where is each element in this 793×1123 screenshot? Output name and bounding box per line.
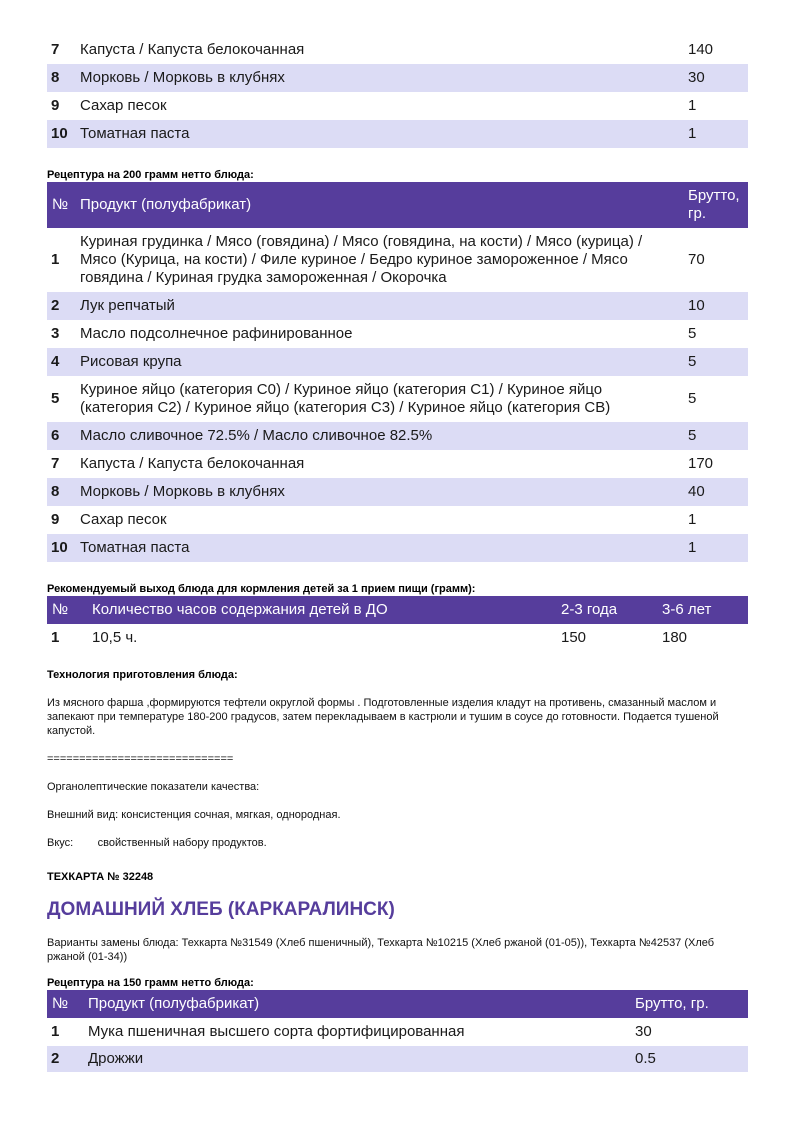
- hours-cell: 10,5 ч.: [92, 629, 138, 646]
- techcard-number: ТЕХКАРТА № 32248: [47, 871, 154, 883]
- recipe-150-label: Рецептура на 150 грамм нетто блюда:: [47, 977, 254, 989]
- product-cell: Дрожжи: [83, 1046, 630, 1072]
- table-row: [47, 348, 748, 376]
- dish-title: ДОМАШНИЙ ХЛЕБ (КАРКАРАЛИНСК): [47, 899, 395, 920]
- row-number: 1: [51, 1023, 60, 1040]
- appearance-text: Внешний вид: консистенция сочная, мягкая, однородная.: [47, 809, 341, 821]
- brutto-cell: 5: [683, 422, 748, 450]
- replacement-variants: Варианты замены блюда: Техкарта №31549 (Хлеб пшеничный), Техкарта №10215 (Хлеб ржаной (01-05)), Техкарта №42537 (Хлеб ржаной (01-34)): [47, 937, 715, 963]
- table-row: [47, 624, 748, 652]
- product-cell: Сахар песок: [80, 97, 167, 114]
- brutto-cell: 1: [683, 534, 748, 562]
- table-row: [47, 228, 748, 292]
- separator-line: =============================: [47, 753, 234, 765]
- table-header-row: [47, 596, 748, 624]
- product-cell: Масло подсолнечное рафинированное: [80, 325, 353, 342]
- table-header-row: [47, 990, 748, 1018]
- organoleptic-heading: Органолептические показатели качества:: [47, 781, 260, 793]
- row-number: 6: [47, 422, 75, 450]
- recipe-150-table: [47, 990, 748, 1072]
- header-brutto: Брутто, гр.: [683, 182, 748, 228]
- taste-text: Вкус: свойственный набору продуктов.: [47, 837, 267, 849]
- table-row: [47, 92, 748, 120]
- recipe-table-continued: [47, 36, 748, 148]
- product-cell: Масло сливочное 72.5% / Масло сливочное 82.5%: [75, 422, 683, 450]
- technology-label: Технология приготовления блюда:: [47, 669, 238, 681]
- row-number: 10: [47, 120, 75, 148]
- product-cell: Морковь / Морковь в клубнях: [75, 64, 683, 92]
- product-cell: Томатная паста: [75, 534, 683, 562]
- product-cell: Капуста / Капуста белокочанная: [80, 455, 305, 472]
- brutto-cell: 30: [683, 64, 748, 92]
- product-cell: Сахар песок: [80, 511, 167, 528]
- header-age-3-6: 3-6 лет: [657, 596, 748, 624]
- table-row: [47, 450, 748, 478]
- product-cell: Лук репчатый: [75, 292, 683, 320]
- output-label: Рекомендуемый выход блюда для кормления детей за 1 прием пищи (грамм):: [47, 583, 476, 595]
- row-number: 3: [51, 325, 60, 342]
- product-cell: Куриное яйцо (категория С0) / Куриное яйцо (категория С1) / Куриное яйцо (категория С2) / Куриное яйцо (категория С3) / Куриное яйцо (категория СВ): [80, 381, 611, 416]
- row-number: 5: [51, 390, 60, 407]
- product-cell: Морковь / Морковь в клубнях: [75, 478, 683, 506]
- header-hours: Количество часов содержания детей в ДО: [87, 596, 556, 624]
- header-product: Продукт (полуфабрикат): [83, 990, 630, 1018]
- recipe-200-table: [47, 182, 748, 562]
- row-number: 4: [47, 348, 75, 376]
- header-age-2-3: 2-3 года: [556, 596, 657, 624]
- brutto-cell: 40: [683, 478, 748, 506]
- row-number: 2: [47, 1046, 83, 1072]
- table-row: [47, 36, 748, 64]
- brutto-cell: 1: [683, 120, 748, 148]
- product-cell: Куриная грудинка / Мясо (говядина) / Мясо (говядина, на кости) / Мясо (курица) / Мясо (Курица, на кости) / Филе куриное / Бедро куриное замороженное / Мясо говядина / Куриная грудка замороженная / Окорочка: [80, 233, 643, 286]
- brutto-cell: 1: [688, 97, 697, 114]
- row-number: 7: [51, 455, 60, 472]
- brutto-cell: 0.5: [630, 1046, 748, 1072]
- table-row: [47, 64, 748, 92]
- table-row: [47, 320, 748, 348]
- table-row: [47, 422, 748, 450]
- row-number: 2: [47, 292, 75, 320]
- header-product: Продукт (полуфабрикат): [75, 182, 683, 228]
- table-row: [47, 120, 748, 148]
- product-cell: Томатная паста: [75, 120, 683, 148]
- table-row: [47, 478, 748, 506]
- output-table: [47, 596, 748, 652]
- row-number: 1: [51, 251, 60, 268]
- brutto-cell: 170: [688, 455, 714, 472]
- row-number: 8: [47, 64, 75, 92]
- table-row: [47, 1046, 748, 1072]
- brutto-cell: 5: [688, 325, 697, 342]
- table-header-row: [47, 182, 748, 228]
- header-number: №: [47, 182, 75, 228]
- header-number: №: [47, 990, 83, 1018]
- table-row: [47, 1018, 748, 1046]
- product-cell: Капуста / Капуста белокочанная: [80, 41, 305, 58]
- brutto-cell: 5: [683, 348, 748, 376]
- age-2-3-cell: 150: [561, 629, 587, 646]
- row-number: 9: [51, 97, 60, 114]
- brutto-cell: 70: [688, 251, 705, 268]
- row-number: 7: [51, 41, 60, 58]
- brutto-cell: 5: [688, 390, 697, 407]
- recipe-200-label: Рецептура на 200 грамм нетто блюда:: [47, 169, 254, 181]
- table-row: [47, 506, 748, 534]
- brutto-cell: 10: [683, 292, 748, 320]
- header-brutto: Брутто, гр.: [630, 990, 748, 1018]
- header-number: №: [47, 596, 87, 624]
- table-row: [47, 534, 748, 562]
- age-3-6-cell: 180: [662, 629, 688, 646]
- row-number: 10: [47, 534, 75, 562]
- row-number: 9: [51, 511, 60, 528]
- document-page: [47, 36, 748, 1072]
- technology-text: Из мясного фарша ,формируются тефтели округлой формы . Подготовленные изделия кладут на противень, смазанный маслом и запекают при температуре 180-200 градусов, затем перекладываем в кастрюли и тушим в соусе до готовности. Подается тушеной капустой.: [47, 697, 719, 737]
- table-row: [47, 292, 748, 320]
- product-cell: Рисовая крупа: [75, 348, 683, 376]
- brutto-cell: 1: [688, 511, 697, 528]
- brutto-cell: 30: [635, 1023, 652, 1040]
- table-row: [47, 376, 748, 422]
- brutto-cell: 140: [688, 41, 714, 58]
- row-number: 1: [51, 629, 60, 646]
- row-number: 8: [47, 478, 75, 506]
- product-cell: Мука пшеничная высшего сорта фортифицированная: [88, 1023, 465, 1040]
